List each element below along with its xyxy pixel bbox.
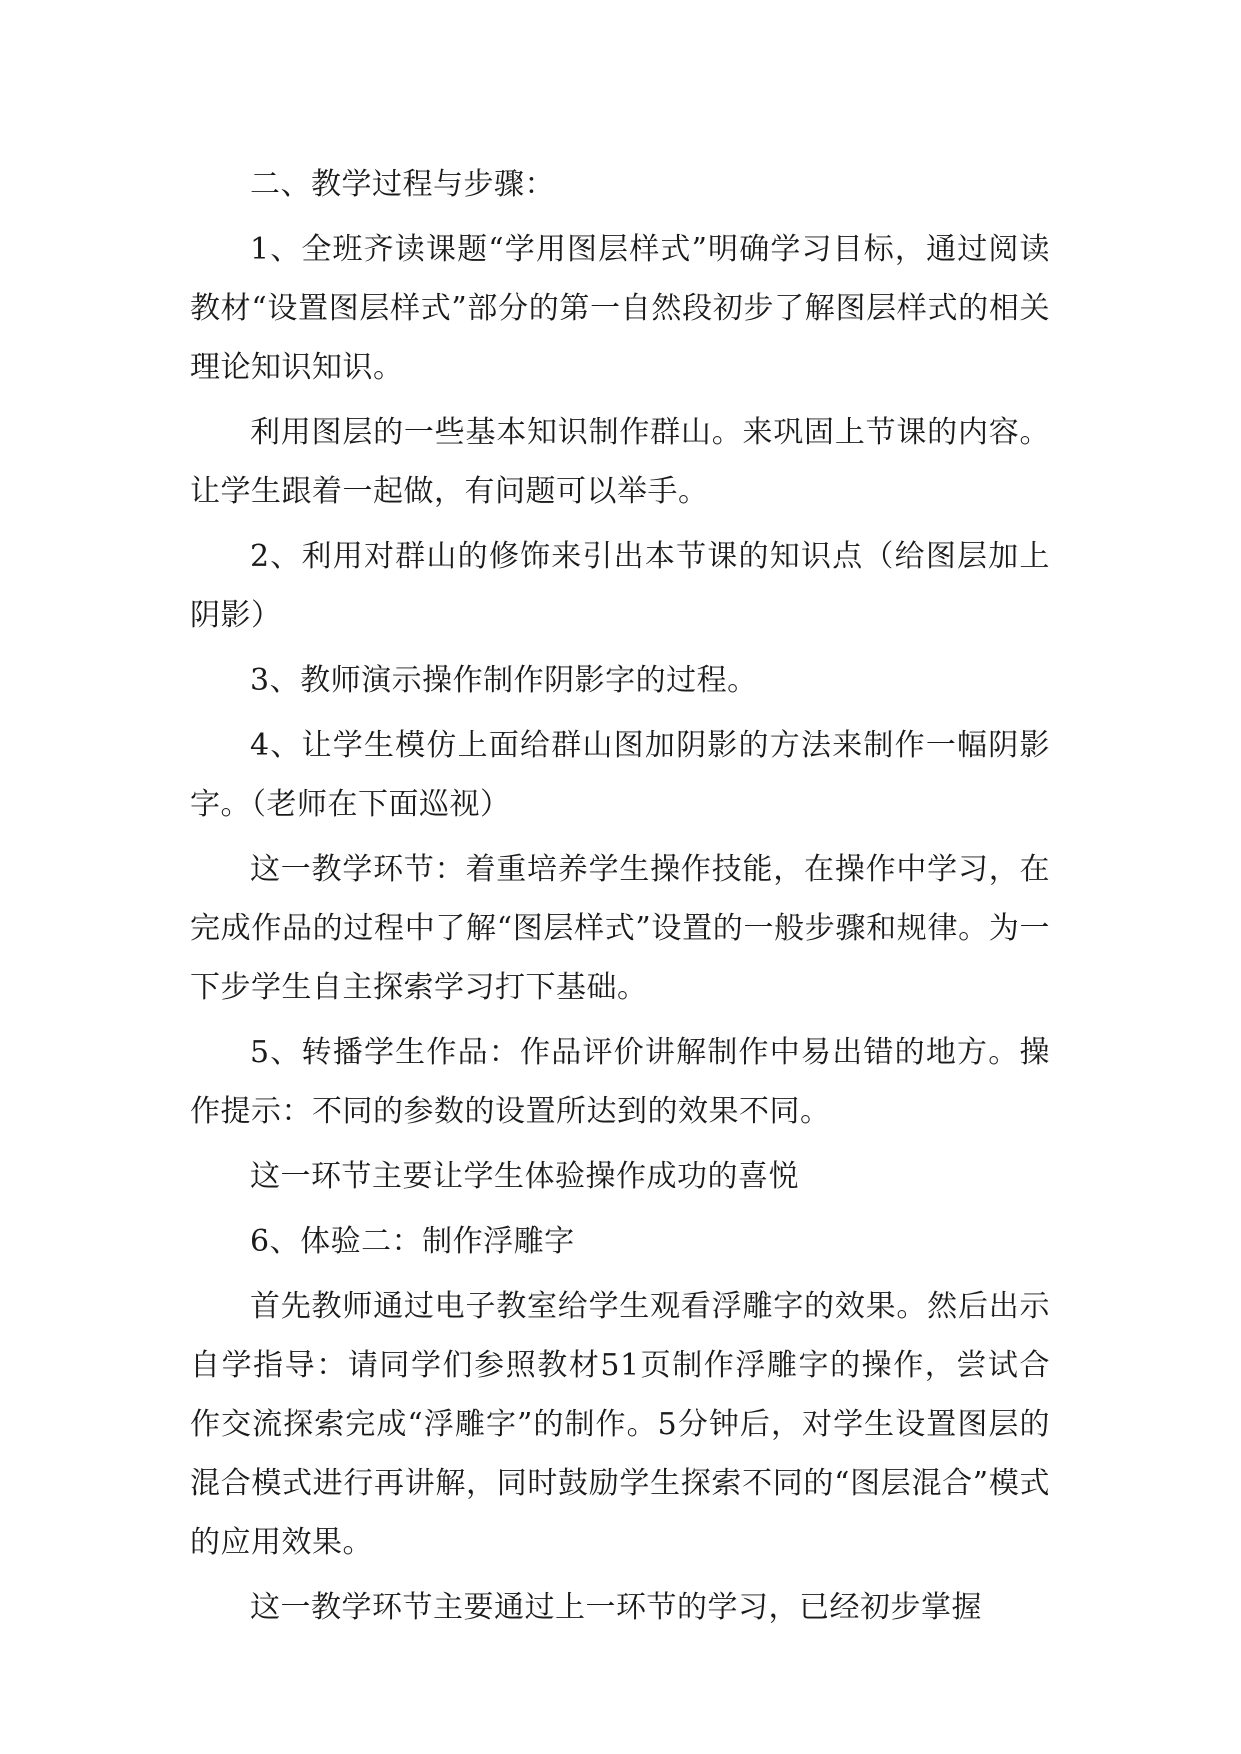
paragraph-step-5: 5、转播学生作品：作品评价讲解制作中易出错的地方。操作提示：不同的参数的设置所达到的效果不同。 — [190, 1035, 1050, 1129]
paragraph-section-heading: 二、教学过程与步骤： — [250, 167, 555, 202]
paragraph-mountains: 利用图层的一些基本知识制作群山。来巩固上节课的内容。让学生跟着一起做，有问题可以举手。 — [190, 415, 1050, 509]
document-body — [190, 155, 1050, 1643]
paragraph-step-2: 2、利用对群山的修饰来引出本节课的知识点（给图层加上阴影） — [190, 539, 1050, 633]
paragraph-teaching-note-3: 这一教学环节主要通过上一环节的学习，已经初步掌握 — [250, 1590, 982, 1625]
paragraph-step-4: 4、让学生模仿上面给群山图加阴影的方法来制作一幅阴影字。（老师在下面巡视） — [190, 728, 1050, 822]
paragraph-emboss-instructions: 首先教师通过电子教室给学生观看浮雕字的效果。然后出示自学指导：请同学们参照教材51页制作浮雕字的操作，尝试合作交流探索完成“浮雕字”的制作。5分钟后，对学生设置图层的混合模式进行再讲解，同时鼓励学生探索不同的“图层混合”模式的应用效果。 — [190, 1289, 1050, 1560]
paragraph-step-1: 1、全班齐读课题“学用图层样式”明确学习目标，通过阅读教材“设置图层样式”部分的第一自然段初步了解图层样式的相关理论知识知识。 — [190, 232, 1050, 385]
paragraph-step-6: 6、体验二：制作浮雕字 — [250, 1224, 575, 1259]
paragraph-teaching-note-1: 这一教学环节：着重培养学生操作技能，在操作中学习，在完成作品的过程中了解“图层样式”设置的一般步骤和规律。为一下步学生自主探索学习打下基础。 — [190, 852, 1050, 1005]
paragraph-teaching-note-2: 这一环节主要让学生体验操作成功的喜悦 — [250, 1159, 799, 1194]
paragraph-step-3: 3、教师演示操作制作阴影字的过程。 — [250, 663, 758, 698]
